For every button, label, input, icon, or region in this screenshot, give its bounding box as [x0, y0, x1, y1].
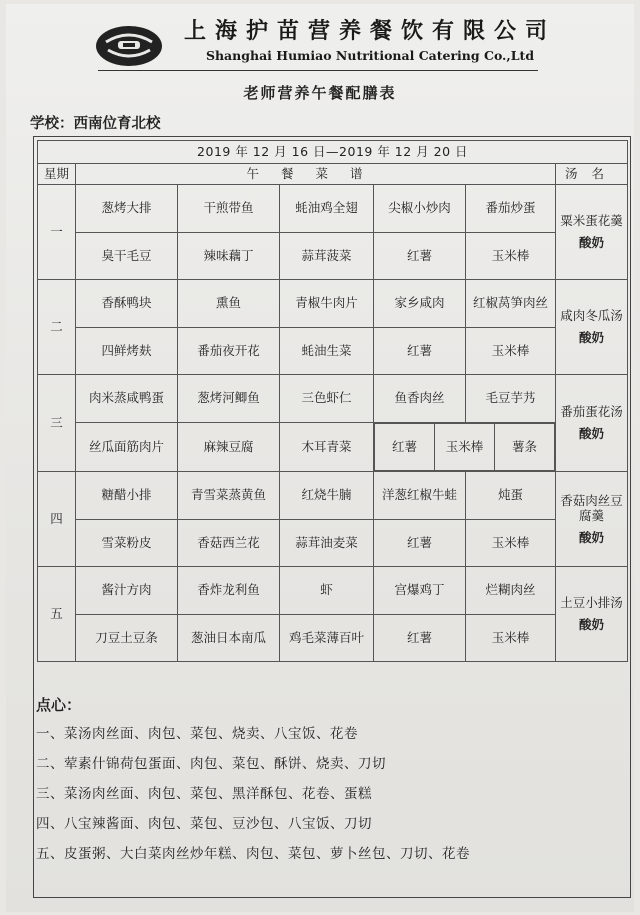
- dish-cell: 臭干毛豆: [76, 232, 178, 280]
- dish-cell: 香菇西兰花: [178, 519, 280, 567]
- col-header-lunch: 午餐菜谱: [76, 164, 556, 185]
- day-label: 二: [38, 280, 76, 375]
- dish-group: [374, 423, 555, 472]
- dish-cell: 香炸龙利鱼: [178, 567, 280, 615]
- dish-cell: 糖醋小排: [76, 472, 178, 520]
- day-row: [38, 375, 628, 423]
- soup-name: 咸肉冬瓜汤: [560, 308, 623, 324]
- soup-name: 番茄蛋花汤: [560, 404, 623, 420]
- dish-cell: 熏鱼: [178, 280, 280, 328]
- dish-cell: 炖蛋: [466, 472, 556, 520]
- dish-cell: 蒜茸油麦菜: [280, 519, 374, 567]
- drink-label: 酸奶: [579, 426, 605, 441]
- day-label: 五: [38, 567, 76, 662]
- date-range: 2019 年 12 月 16 日—2019 年 12 月 20 日: [38, 141, 628, 164]
- dish-cell: 红薯: [374, 519, 466, 567]
- school-label: 学校：西南位育北校: [30, 116, 161, 132]
- dish-cell: 木耳青菜: [280, 422, 374, 472]
- soup-cell: [556, 280, 628, 375]
- dish-cell: 蒜茸菠菜: [280, 232, 374, 280]
- dish-cell: 宫爆鸡丁: [374, 567, 466, 615]
- dish-cell: 三色虾仁: [280, 375, 374, 423]
- day-row: [38, 614, 628, 662]
- dish-cell: 蚝油生菜: [280, 327, 374, 375]
- drink-label: 酸奶: [579, 529, 605, 545]
- header-divider: [98, 70, 538, 71]
- dish-cell: 红薯: [374, 327, 466, 375]
- dish-cell: 毛豆芋艿: [466, 375, 556, 423]
- dish-cell: 刀豆土豆条: [76, 614, 178, 662]
- dish-cell: 干煎带鱼: [178, 185, 280, 233]
- dish-cell: 香酥鸭块: [76, 280, 178, 328]
- snack-item: 二、荤素什锦荷包蛋面、肉包、菜包、酥饼、烧卖、刀切: [36, 756, 386, 772]
- dish-cell: 葱烤大排: [76, 185, 178, 233]
- page-title: 老师营养午餐配膳表: [243, 84, 397, 102]
- dish-cell: 家乡咸肉: [374, 280, 466, 328]
- dish-cell: 红椒莴笋肉丝: [466, 280, 556, 328]
- col-header-day: 星期: [38, 164, 76, 185]
- soup-name: 香菇肉丝豆腐羹: [560, 492, 623, 524]
- dish-cell: 青椒牛肉片: [280, 280, 374, 328]
- dish-cell: 玉米棒: [466, 232, 556, 280]
- snack-item: 五、皮蛋粥、大白菜肉丝炒年糕、肉包、菜包、萝卜丝包、刀切、花卷: [36, 846, 470, 862]
- dish-cell: 丝瓜面筋肉片: [76, 422, 178, 472]
- soup-name: 粟米蛋花羹: [560, 213, 623, 229]
- soup-name: 土豆小排汤: [560, 595, 623, 611]
- company-name-cn: 上海护苗营养餐饮有限公司: [183, 18, 556, 44]
- dish-cell: 青雪菜蒸黄鱼: [178, 472, 280, 520]
- day-row: [38, 519, 628, 567]
- drink-label: 酸奶: [579, 235, 605, 250]
- soup-cell: [556, 185, 628, 280]
- dish-cell: 葱油日本南瓜: [178, 614, 280, 662]
- dish-cell: 玉米棒: [466, 519, 556, 567]
- day-row: [38, 422, 628, 472]
- dish-cell: 红薯: [375, 423, 435, 471]
- soup-cell: [556, 567, 628, 662]
- day-label: 四: [38, 472, 76, 567]
- day-row: [38, 327, 628, 375]
- soup-cell: [556, 472, 628, 567]
- dish-cell: 辣味藕丁: [178, 232, 280, 280]
- dish-cell: 雪菜粉皮: [76, 519, 178, 567]
- dish-cell: 尖椒小炒肉: [374, 185, 466, 233]
- dish-cell: 酱汁方肉: [76, 567, 178, 615]
- dish-cell: 烂糊肉丝: [466, 567, 556, 615]
- dish-cell: 红薯: [374, 232, 466, 280]
- dish-cell: 鱼香肉丝: [374, 375, 466, 423]
- day-label: 一: [38, 185, 76, 280]
- snack-item: 一、菜汤肉丝面、肉包、菜包、烧卖、八宝饭、花卷: [36, 726, 358, 742]
- lunch-menu-table: [37, 140, 628, 662]
- snack-item: 三、菜汤肉丝面、肉包、菜包、黑洋酥包、花卷、蛋糕: [36, 786, 372, 802]
- dish-cell: 葱烤河鲫鱼: [178, 375, 280, 423]
- dish-cell: 红烧牛腩: [280, 472, 374, 520]
- dish-cell: 玉米棒: [466, 327, 556, 375]
- soup-cell: [556, 375, 628, 472]
- day-row: [38, 232, 628, 280]
- dish-cell: 番茄炒蛋: [466, 185, 556, 233]
- day-row: [38, 472, 628, 520]
- dish-cell: 四鲜烤麸: [76, 327, 178, 375]
- dish-cell: 肉米蒸咸鸭蛋: [76, 375, 178, 423]
- drink-label: 酸奶: [579, 617, 605, 632]
- dish-cell: 玉米棒: [466, 614, 556, 662]
- drink-label: 酸奶: [579, 330, 605, 345]
- dish-cell: 番茄夜开花: [178, 327, 280, 375]
- dish-group-cell: [374, 422, 556, 472]
- date-range-row: [38, 141, 628, 164]
- dish-cell: 玉米棒: [435, 423, 495, 471]
- dish-cell: 麻辣豆腐: [178, 422, 280, 472]
- snacks-title: 点心：: [36, 696, 82, 714]
- dish-cell: 虾: [280, 567, 374, 615]
- day-label: 三: [38, 375, 76, 472]
- company-logo: [94, 22, 164, 68]
- dish-cell: 薯条: [495, 423, 555, 471]
- snack-list: [36, 724, 470, 874]
- day-row: [38, 185, 628, 233]
- col-header-soup: 汤名: [556, 164, 628, 185]
- day-row: [38, 280, 628, 328]
- dish-cell: 鸡毛菜薄百叶: [280, 614, 374, 662]
- header-row: [38, 164, 628, 185]
- dish-cell: 蚝油鸡全翅: [280, 185, 374, 233]
- dish-cell: 洋葱红椒牛蛙: [374, 472, 466, 520]
- day-row: [38, 567, 628, 615]
- company-name-en: Shanghai Humiao Nutritional Catering Co.,Ltd: [205, 48, 535, 63]
- snack-item: 四、八宝辣酱面、肉包、菜包、豆沙包、八宝饭、刀切: [36, 816, 372, 832]
- dish-cell: 红薯: [374, 614, 466, 662]
